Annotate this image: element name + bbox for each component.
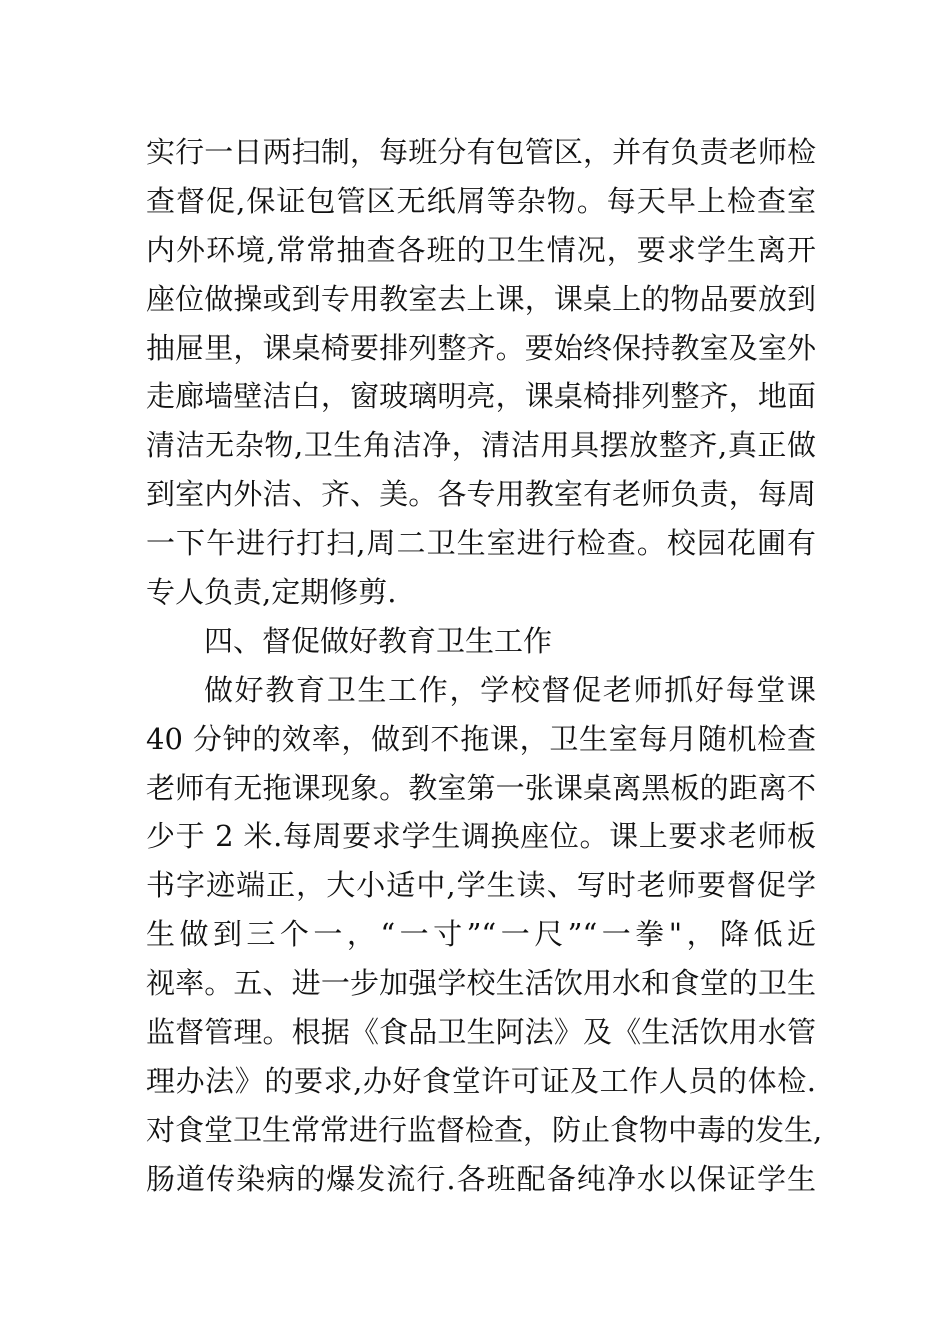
text-line: 专人负责,定期修剪. [146,575,397,610]
text-line: 老师有无拖课现象。教室第一张课桌离黑板的距离不 [146,770,816,805]
text-line: 理办法》的要求,办好食堂许可证及工作人员的体检. [146,1063,816,1098]
text-line: 做好教育卫生工作，学校督促老师抓好每堂课 [204,672,816,707]
text-line: 内外环境,常常抽查各班的卫生情况，要求学生离开 [146,232,816,267]
section-heading: 四、督促做好教育卫生工作 [204,623,553,658]
text-line: 实行一日两扫制，每班分有包管区，并有负责老师检 [146,135,816,169]
text-line: 书字迹端正，大小适中,学生读、写时老师要督促学 [146,868,816,903]
text-line: 清洁无杂物,卫生角洁净，清洁用具摆放整齐,真正做 [146,428,816,463]
text-line: 座位做操或到专用教室去上课，课桌上的物品要放到 [146,281,816,316]
text-line: 视率。五、进一步加强学校生活饮用水和食堂的卫生 [146,966,816,1001]
text-line: 生做到三个一，“一寸”“一尺”“一拳"，降低近 [146,917,816,952]
text-line: 对食堂卫生常常进行监督检查，防止食物中毒的发生, [146,1112,823,1147]
text-line: 监督管理。根据《食品卫生阿法》及《生活饮用水管 [146,1015,816,1050]
text-line: 少于 2 米.每周要求学生调换座位。课上要求老师板 [146,819,816,854]
text-line: 走廊墙壁洁白，窗玻璃明亮，课桌椅排列整齐，地面 [146,379,816,414]
text-line: 查督促,保证包管区无纸屑等杂物。每天早上检查室 [146,183,816,218]
text-line: 40 分钟的效率，做到不拖课，卫生室每月随机检查 [146,721,816,756]
body-text [146,128,823,1204]
text-line: 到室内外洁、齐、美。各专用教室有老师负责，每周 [146,477,816,512]
text-line: 一下午进行打扫,周二卫生室进行检查。校园花圃有 [146,526,816,561]
text-line: 抽屉里，课桌椅要排列整齐。要始终保持教室及室外 [146,330,816,365]
text-line: 肠道传染病的爆发流行.各班配备纯净水以保证学生 [146,1161,816,1196]
